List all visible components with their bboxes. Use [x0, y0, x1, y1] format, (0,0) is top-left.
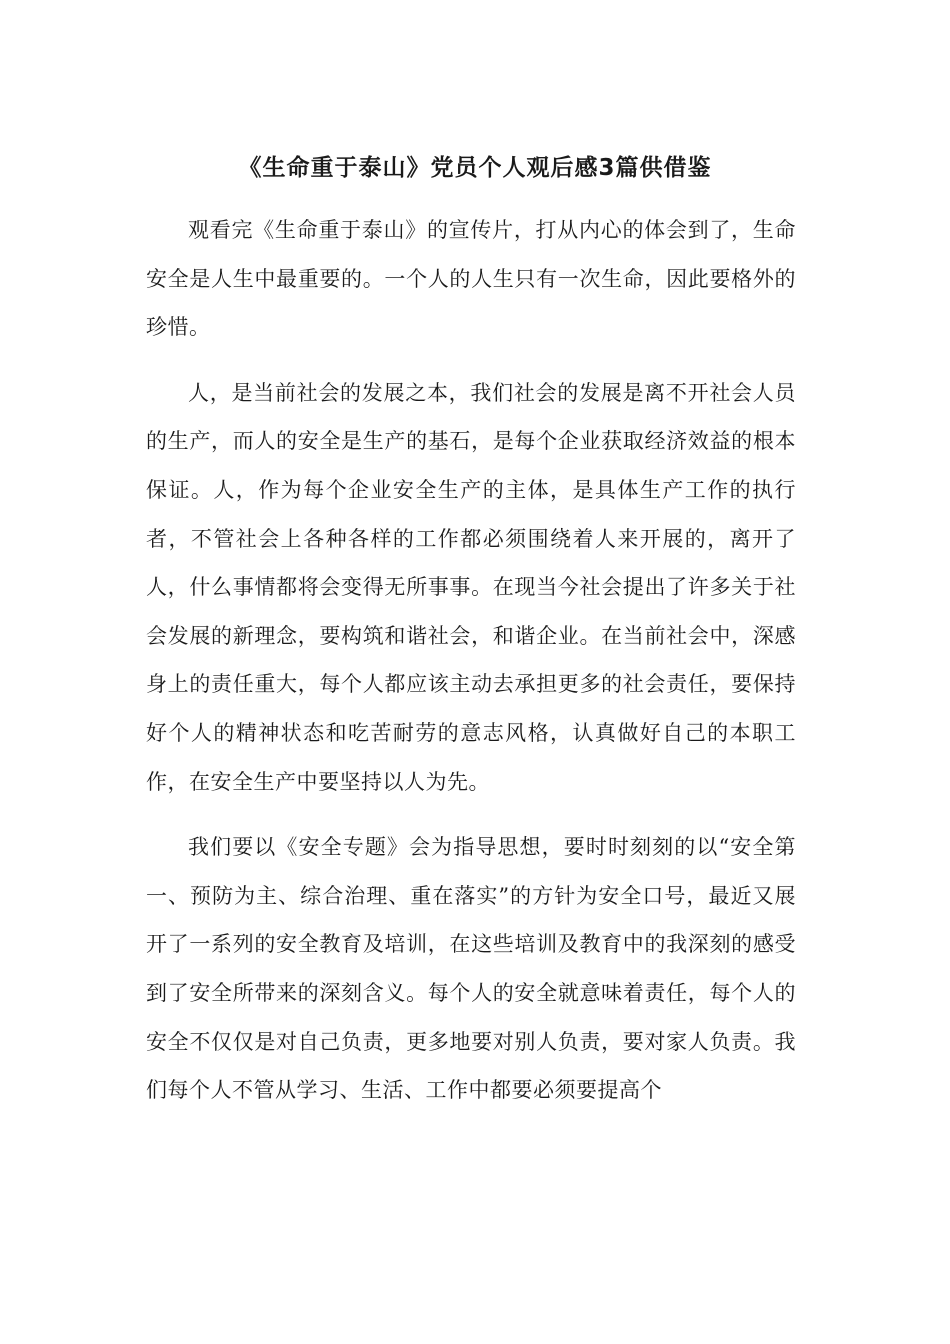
paragraph-2: 人，是当前社会的发展之本，我们社会的发展是离不开社会人员的生产，而人的安全是生产的基石，是每个企业获取经济效益的根本保证。人，作为每个企业安全生产的主体，是具体生产工作的执行者，不管社会上各种各样的工作都必须围绕着人来开展的，离开了人，什么事情都将会变得无所事事。在现当今社会提出了许多关于社会发展的新理念，要构筑和谐社会，和谐企业。在当前社会中，深感身上的责任重大，每个人都应该主动去承担更多的社会责任，要保持好个人的精神状态和吃苦耐劳的意志风格，认真做好自己的本职工作，在安全生产中要坚持以人为先。	[146, 380, 796, 794]
document-title: 《生命重于泰山》党员个人观后感3篇供借鉴	[238, 155, 712, 181]
document-body	[146, 206, 796, 1132]
paragraph-3: 我们要以《安全专题》会为指导思想，要时时刻刻的以“安全第一、预防为主、综合治理、重在落实”的方针为安全口号，最近又展开了一系列的安全教育及培训，在这些培训及教育中的我深刻的感受到了安全所带来的深刻含义。每个人的安全就意味着责任，每个人的安全不仅仅是对自己负责，更多地要对别人负责，要对家人负责。我们每个人不管从学习、生活、工作中都要必须要提高个	[146, 835, 796, 1103]
paragraph-1: 观看完《生命重于泰山》的宣传片，打从内心的体会到了，生命安全是人生中最重要的。一个人的人生只有一次生命，因此要格外的珍惜。	[146, 218, 796, 340]
